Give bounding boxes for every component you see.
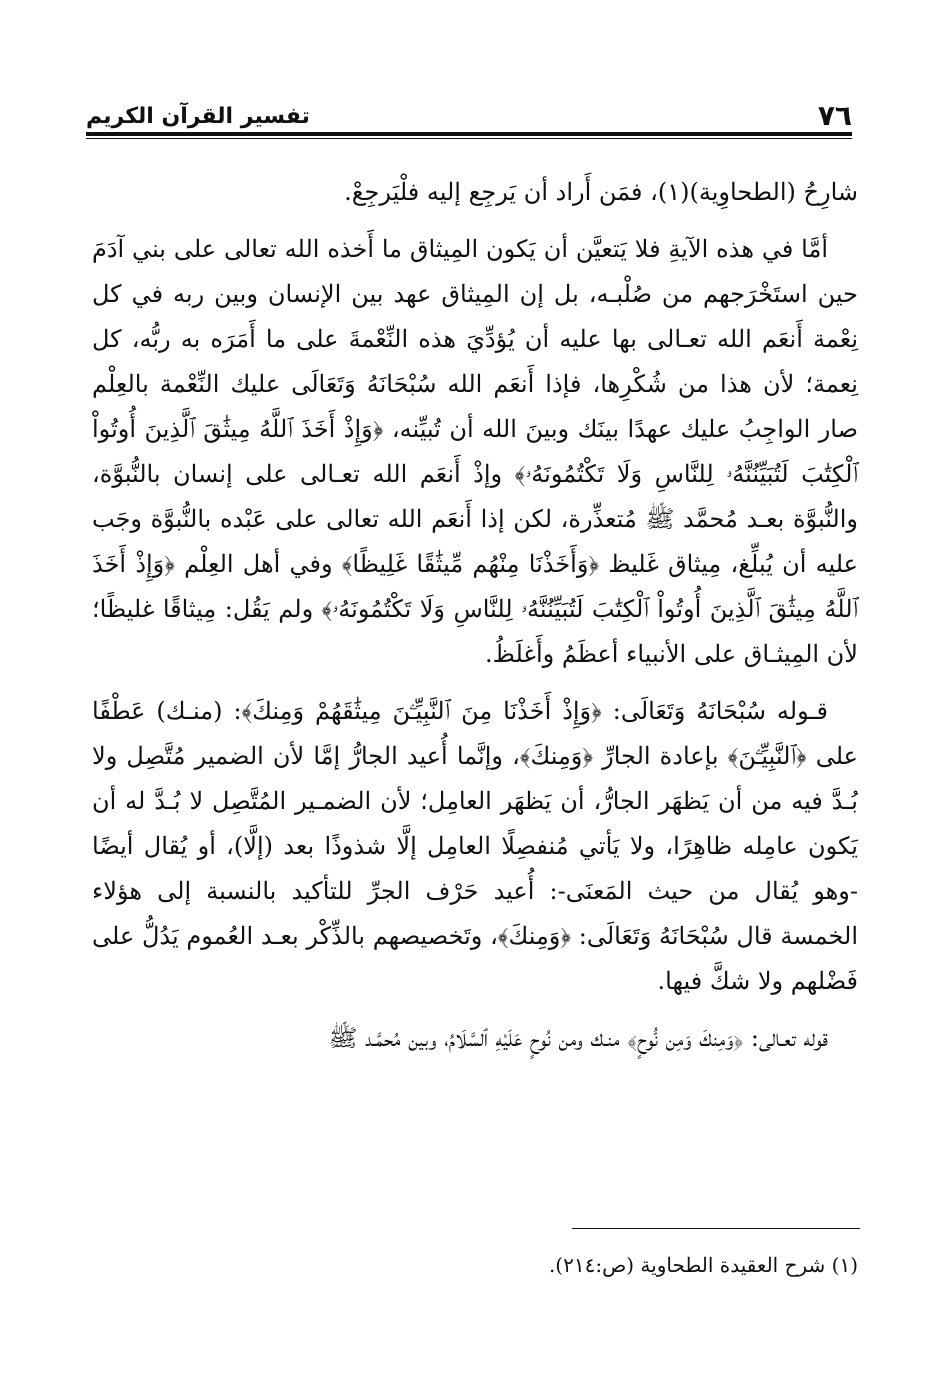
page-header bbox=[86, 92, 852, 132]
header-rule-thin bbox=[86, 138, 852, 139]
page-number: ٧٦ bbox=[817, 99, 852, 132]
paragraph-3: قـوله سُبْحَانَهُ وَتَعَالَى: ﴿وَإِذْ أَخَذْنَا مِنَ ٱلنَّبِيِّـۧنَ مِيثَٰقَهُمْ وَمِنكَ﴾: (منـك) عَطْفًا على ﴿ٱلنَّبِيِّـۧنَ﴾ بإعادة الجارِّ ﴿وَمِنكَ﴾، وإنَّما أُعيد الجارُّ إمَّا لأن الضمير مُتَّصِل ولا بُـدَّ فيه من أن يَظهَر الجارُّ، أن يَظهَر العامِل؛ لأن الضمـير المُتَّصِل لا بُـدَّ له أن يَكون عامِله ظاهِرًا، ولا يَأتي مُنفصِلًا العامِل إلَّا شذوذًا بعد (إلَّا)، أو يُقال أيضًا -وهو يُقال من حيث المَعنَى-: أُعيد حَرْف الجرِّ للتأكيد بالنسبة إلى هؤلاء الخمسة قال سُبْحَانَهُ وَتَعَالَى: ﴿وَمِنكَ﴾، وتَخصيصهم بالذِّكْر بعـد العُموم يَدُلُّ على فَضْلهم ولا شكَّ فيها. bbox=[92, 697, 858, 995]
paragraph-2: أمَّا في هذه الآيةِ فلا يَتعيَّن أن يَكون المِيثاق ما أَخذه الله تعالى على بني آدَمَ حين استَخْرَجهم من صُلْبـه، بل إن المِيثاق عهد بين الإنسان وبين ربه في كل نِعْمة أَنعَم الله تعـالى بها عليه أن يُؤدِّيَ هذه النِّعْمةَ على ما أَمَرَه به ربُّه، كل نِعمة؛ لأن هذا من شُكْرِها، فإذا أَنعَم الله سُبْحَانَهُ وَتَعَالَى عليك النِّعْمة بالعِلْم صار الواجِبُ عليك عهدًا بينَك وبينَ الله أن تُبيِّنه، ﴿وَإِذْ أَخَذَ ٱللَّهُ مِيثَٰقَ ٱلَّذِينَ أُوتُواْ ٱلْكِتَٰبَ لَتُبَيِّنُنَّهُۥ لِلنَّاسِ وَلَا تَكْتُمُونَهُۥ﴾ وإذْ أَنعَم الله تعـالى على إنسان بالنُّبوَّة، والنُّبوَّة بعـد مُحمَّد ﷺ مُتعذِّرة، لكن إذا أَنعَم الله تعالى على عَبْده بالنُّبوَّة وجَب عليه أن يُبلِّغ، مِيثاق غَليظ ﴿وَأَخَذْنَا مِنْهُم مِّيثَٰقًا غَلِيظًا﴾ وفي أهل العِلْم ﴿وَإِذْ أَخَذَ ٱللَّهُ مِيثَٰقَ ٱلَّذِينَ أُوتُواْ ٱلْكِتَٰبَ لَتُبَيِّنُنَّهُۥ لِلنَّاسِ وَلَا تَكْتُمُونَهُۥ﴾ ولم يَقُل: مِيثاقًا غليظًا؛ لأن المِيثـاق على الأنبياء أعظَمُ وأَغلَظُ. bbox=[92, 235, 859, 668]
main-text bbox=[92, 170, 858, 1073]
footnote-divider bbox=[572, 1228, 860, 1229]
paragraph-1: شارِحُ (الطحاوِية)(١)، فمَن أَراد أن يَرجِع إليه فلْيَرجِعْ. bbox=[344, 178, 858, 206]
book-title: تفسير القرآن الكريم bbox=[86, 104, 310, 129]
header-rule bbox=[86, 132, 852, 136]
footnote: (١) شرح العقيدة الطحاوية (ص:٢١٤). bbox=[548, 1253, 858, 1277]
paragraph-4: قوله تعـالى: ﴿وَمِنكَ وَمِن نُّوحٍ﴾ منـك ومن نُوحٍ عَلَيْهِ ٱلسَّلَامُ، وبين مُحمَّـد ﷺ bbox=[328, 1024, 828, 1052]
